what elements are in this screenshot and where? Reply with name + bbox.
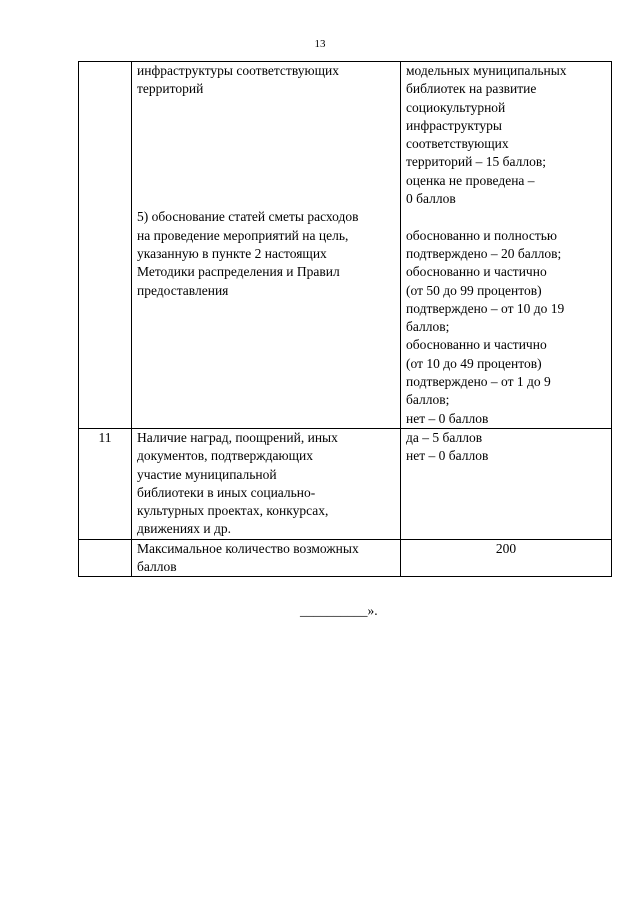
criterion-line: библиотеки в иных социально- [137,484,316,500]
criterion-line: Наличие наград, поощрений, иных [137,429,338,445]
score-cell [401,428,612,539]
criterion-line: Методики распределения и Правил [137,264,340,280]
max-score-cell [401,539,612,577]
score-line: (от 50 до 99 процентов) [406,282,542,298]
score-line: библиотек на развитие [406,81,537,97]
criterion-line: указанную в пункте 2 настоящих [137,245,327,261]
criterion-cell [132,428,401,539]
row-number-cell [79,539,132,577]
score-line: баллов; [406,319,450,335]
score-line: подтверждено – 20 баллов; [406,245,562,261]
row-number-cell [79,62,132,429]
score-line: обоснованно и частично [406,264,547,280]
table-row [79,428,612,539]
page-number: 13 [314,38,326,50]
criterion-line: культурных проектах, конкурсах, [137,503,329,519]
score-line: территорий – 15 баллов; [406,154,546,170]
score-line: нет – 0 баллов [406,448,489,464]
score-line: обоснованно и полностью [406,227,558,243]
criterion-line: на проведение мероприятий на цель, [137,227,349,243]
score-line: (от 10 до 49 процентов) [406,355,542,371]
criterion-line: предоставления [137,282,229,298]
table-row [79,539,612,577]
criterion-cell [132,539,401,577]
criterion-line: движениях и др. [137,521,231,537]
table-row [79,62,612,429]
score-line: инфраструктуры [406,117,502,133]
criterion-line: баллов [137,559,177,575]
max-score-value: 200 [495,540,517,556]
score-cell [401,62,612,429]
criterion-line: 5) обоснование статей сметы расходов [137,209,359,225]
score-line: да – 5 баллов [406,429,483,445]
closing-mark: __________». [300,603,378,618]
criterion-line: участие муниципальной [137,466,277,482]
score-line: подтверждено – от 1 до 9 [406,374,551,390]
criterion-cell [132,62,401,429]
criterion-line: территорий [137,81,204,97]
score-line: подтверждено – от 10 до 19 [406,300,565,316]
criterion-line: Максимальное количество возможных [137,540,359,556]
score-line: баллов; [406,392,450,408]
score-line: нет – 0 баллов [406,410,489,426]
criterion-line: инфраструктуры соответствующих [137,63,339,78]
score-line: соответствующих [406,136,509,152]
criteria-table [78,61,612,577]
score-line: 0 баллов [406,191,456,207]
score-line: оценка не проведена – [406,172,535,188]
score-line: обоснованно и частично [406,337,547,353]
score-line: социокультурной [406,99,506,115]
score-line: модельных муниципальных [406,63,567,78]
criterion-line: документов, подтверждающих [137,448,313,464]
row-number-cell: 11 [79,428,132,539]
